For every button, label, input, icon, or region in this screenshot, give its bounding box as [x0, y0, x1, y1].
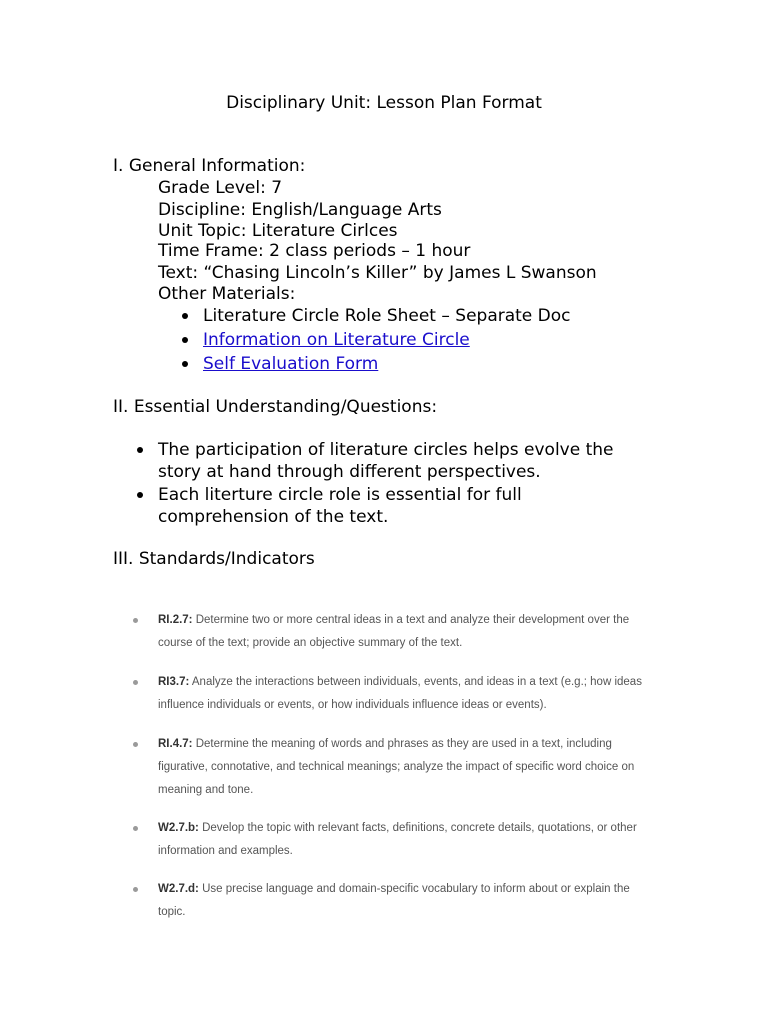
time-frame: Time Frame: 2 class periods – 1 hour [158, 241, 471, 261]
standard-code: RI3.7: [158, 676, 190, 688]
bullet-icon [133, 680, 138, 685]
grade-level: Grade Level: 7 [158, 178, 283, 198]
bullet-icon [182, 361, 188, 367]
standard-item [158, 733, 658, 802]
standard-description: Determine two or more central ideas in a text and analyze their development over the course of the text; provide an objective summary of the text. [158, 614, 630, 649]
standards-heading: III. Standards/Indicators [113, 549, 315, 569]
bullet-icon [133, 887, 138, 892]
literature-circle-info-link[interactable]: Information on Literature Circle [203, 330, 470, 350]
standard-code: RI.4.7: [158, 738, 193, 750]
discipline: Discipline: English/Language Arts [158, 200, 442, 220]
standard-description: Analyze the interactions between individuals, events, and ideas in a text (e.g.; how ideas influence individuals or events, or how individuals influence ideas or events). [158, 676, 642, 711]
other-materials-label: Other Materials: [158, 284, 296, 304]
standard-code: RI.2.7: [158, 614, 193, 626]
material-role-sheet: Literature Circle Role Sheet – Separate Doc [203, 306, 571, 326]
bullet-icon [133, 742, 138, 747]
bullet-icon [182, 313, 188, 319]
general-info-heading: I. General Information: [113, 156, 306, 176]
essential-item: The participation of literature circles helps evolve the story at hand through different perspectives. [158, 440, 614, 482]
standard-code: W2.7.d: [158, 883, 199, 895]
standard-description: Use precise language and domain-specific vocabulary to inform about or explain the topic. [158, 883, 630, 918]
essential-understanding-heading: II. Essential Understanding/Questions: [113, 397, 438, 417]
essential-item: Each literture circle role is essential for full comprehension of the text. [158, 485, 522, 527]
bullet-icon [137, 447, 143, 453]
bullet-icon [137, 492, 143, 498]
standard-code: W2.7.b: [158, 822, 199, 834]
page-title: Disciplinary Unit: Lesson Plan Format [226, 93, 542, 113]
standard-item [158, 671, 658, 717]
self-evaluation-form-link[interactable]: Self Evaluation Form [203, 354, 379, 374]
bullet-icon [133, 618, 138, 623]
book-text: Text: “Chasing Lincoln’s Killer” by James L Swanson [158, 263, 597, 283]
standard-description: Develop the topic with relevant facts, definitions, concrete details, quotations, or other information and examples. [158, 822, 637, 857]
standard-item [158, 817, 658, 863]
standard-item [158, 878, 658, 924]
bullet-icon [182, 337, 188, 343]
standard-item [158, 609, 658, 655]
unit-topic: Unit Topic: Literature Cirlces [158, 221, 398, 241]
bullet-icon [133, 826, 138, 831]
standard-description: Determine the meaning of words and phrases as they are used in a text, including figurative, connotative, and technical meanings; analyze the impact of specific word choice on meaning and tone. [158, 738, 635, 796]
